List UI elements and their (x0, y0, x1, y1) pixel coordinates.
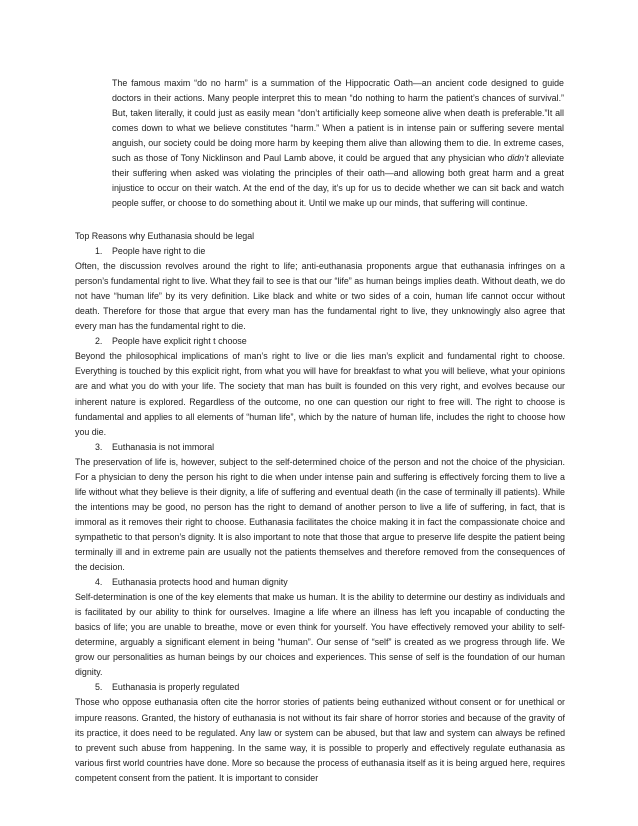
section-heading: Top Reasons why Euthanasia should be legal (75, 231, 255, 241)
reason-1-paragraph: Often, the discussion revolves around the right to life; anti-euthanasia proponents argue that euthanasia infringes on a person’s fundamental right to live. What they fail to see is that our “life” as human beings implies death. Without death, we do not have “human life” by its very definition. Like black and white or two sides of a coin, human life cannot occur without death. Therefore for those that argue that every man has the fundamental right to live, they unknowingly also agree that every man has the fundamental right to die. (75, 261, 565, 332)
reason-1-label: People have right to die (112, 246, 206, 257)
document-body (75, 229, 565, 786)
reason-5-number: 5. (95, 682, 103, 693)
reason-2-number: 2. (95, 336, 103, 347)
reason-4-paragraph: Self-determination is one of the key elements that make us human. It is the ability to determine our destiny as individuals and is facilitated by our ability to think for ourselves. Imagine a life where an illness has left you incapable of conducting the basics of life; you are unable to breathe, move or even think for yourself. You have effectively removed your ability to self-determine, arguably a significant element in being “human”. Our sense of “self” is created as we progress through life. We grow our personalities as human beings by our choices and experiences. This sense of self is the foundation of our human dignity. (75, 592, 565, 678)
reason-4-title (75, 575, 565, 590)
reason-4-label: Euthanasia protects hood and human dignity (112, 577, 288, 588)
reason-3-paragraph: The preservation of life is, however, subject to the self-determined choice of the person and not the choice of the physician. For a physician to deny the person his right to die when under intense pain and suffering is effectively forcing them to live a life without what they believe is their dignity, a life of suffering and eventual death (in the case of terminally ill patients). While the intentions may be good, no person has the right to demand of another person to live a life of suffering, in fact, that is immoral as it removes their right to choose. Euthanasia facilitates the choice making it in fact the compassionate choice and sympathetic to that person’s dignity. It is also important to note that those that argue to preserve life despite the patient being terminally ill and in extreme pain are usually not the patients themselves and therefore removed from the consequences of the decision. (75, 456, 565, 573)
reason-2-label: People have explicit right t choose (112, 336, 247, 347)
quote-text-part-1: The famous maxim “do no harm” is a summation of the Hippocratic Oath—an ancient code designed to guide doctors in their actions. Many people interpret this to mean “do nothing to harm the patient’s chances of survival.” But, taken literally, it could just as easily mean “don’t artificially keep someone alive when death is preferable.”It all comes down to what we believe constitutes “harm.” When a patient is in intense pain or suffering severe mental anguish, our society could be doing more harm by keeping them alive than allowing them to die. In extreme cases, such as those of Tony Nicklinson and Paul Lamb above, it could be argued that any physician who (112, 78, 564, 164)
reason-2-title (75, 334, 565, 349)
reason-5-paragraph: Those who oppose euthanasia often cite the horror stories of patients being euthanized without consent or for unethical or impure reasons. Granted, the history of euthanasia is not without its fair share of horror stories and because of the gravity of its practice, it does need to be regulated. Any law or system can be abused, but that law and system can always be refined to prevent such abuse from happening. In the same way, it is possible to properly and effectively regulate euthanasia as various first world countries have done. More so because the process of euthanasia itself as it is being argued here, requires competent consent from the patient. It is important to consider (75, 697, 565, 783)
reason-3-title (75, 440, 565, 455)
reason-2-paragraph: Beyond the philosophical implications of man’s right to live or die lies man’s explicit and fundamental right to choose. Everything is touched by this explicit right, from what you will have for breakfast to what you will believe, what your opinions are and what you do with your life. The society that man has built is founded on this very right, and evolves because our inherent nature is explored. Regardless of the outcome, no one can question our right to free will. The right to choose is fundamental and applies to all elements of “human life”, which by the nature of human life, includes the right to choose how you die. (75, 351, 565, 437)
quote-block (112, 76, 564, 211)
reason-3-number: 3. (95, 441, 103, 452)
reason-5-title (75, 680, 565, 695)
reason-5-label: Euthanasia is properly regulated (112, 682, 240, 693)
reason-3-label: Euthanasia is not immoral (112, 441, 215, 452)
reason-1-number: 1. (95, 246, 103, 257)
quote-emphasis: didn’t (507, 153, 529, 164)
reason-4-number: 4. (95, 577, 103, 588)
quote-text-part-2: alleviate their suffering when asked was violating the principles of their oath—and allowing both great harm and a great injustice to occur on their watch. At the end of the day, it’s up for us to decide whether we can sit back and watch people suffer, or choose to do something about it. Until we make up our minds, that suffering will continue. (112, 153, 565, 209)
reason-1-title (75, 244, 565, 259)
